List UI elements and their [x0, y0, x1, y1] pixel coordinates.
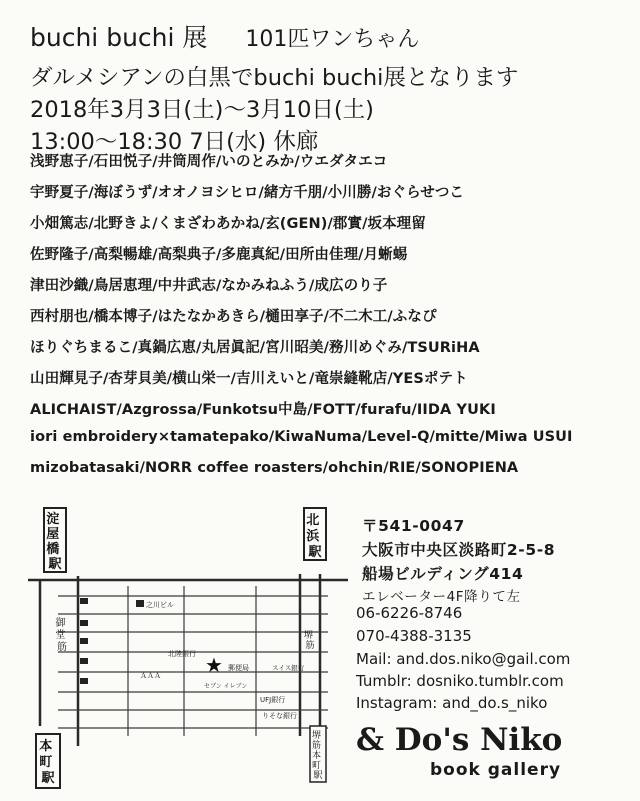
map-text: 町 — [312, 761, 322, 771]
map-label: ＡＡＡ — [140, 672, 161, 680]
map-label: 北陸銀行 — [168, 650, 196, 658]
map-text: 屋 — [46, 527, 60, 542]
postal-code: 〒541-0047 — [362, 517, 465, 535]
address-line2: 船場ビルディング414 — [362, 565, 524, 583]
map-text: 筋 — [312, 741, 322, 751]
svg-text:本 町 駅 — [39, 738, 57, 786]
map-text: 駅 — [313, 771, 323, 781]
artist-line: ほりぐちまるこ/真鍋広恵/丸居眞記/宮川昭美/務川めぐみ/TSURiHA — [30, 340, 480, 356]
map-text: 本 — [312, 751, 322, 761]
map-text: 御 — [55, 618, 66, 629]
map-text: 筋 — [57, 642, 67, 653]
map-label: UFJ銀行 — [260, 696, 286, 704]
map-text: 駅 — [48, 557, 62, 572]
map-text: 浜 — [306, 529, 320, 544]
map-label: 之川ビル — [146, 601, 174, 609]
artist-line: 宇野夏子/海ぼうず/オオノヨシヒロ/緒方千朋/小川勝/おぐらせつこ — [30, 185, 465, 201]
gallery-logo: & Do's Niko — [356, 722, 563, 758]
map-text: 堺 — [304, 631, 314, 641]
location-map — [28, 496, 348, 791]
opening-hours: 13:00〜18:30 7日(水) 休廊 — [30, 129, 319, 155]
artist-line: mizobatasaki/NORR coffee roasters/ohchin/RIE/SONOPIENA — [30, 460, 519, 476]
map-text: 筋 — [305, 641, 315, 651]
svg-text:堺 筋 — [304, 629, 316, 651]
gallery-logo-sub: book gallery — [430, 760, 562, 780]
map-text: 淀 — [46, 512, 60, 527]
address-line1: 大阪市中央区淡路町2-5-8 — [362, 541, 556, 559]
map-label: スイス銀行 — [272, 664, 305, 672]
svg-text:淀 屋 橋 駅 — [46, 511, 64, 572]
artist-line: iori embroidery×tamatepako/KiwaNuma/Level-Q/mitte/Miwa USUI — [30, 429, 573, 445]
map-text: 堂 — [55, 630, 66, 641]
map-text: 堺 — [312, 731, 322, 741]
gallery-star-icon: ★ — [205, 653, 223, 677]
artist-line: 佐野隆子/高梨暢雄/高梨典子/多鹿真紀/田所由佳理/月蜥蜴 — [30, 247, 408, 263]
artist-line: ALICHAIST/Azgrossa/Funkotsu中島/FOTT/furafu/IIDA YUKI — [30, 402, 496, 418]
artist-line: 津田沙織/鳥居恵理/中井武志/なかみねふう/成広のり子 — [30, 278, 388, 294]
artist-line: 西村朋也/橋本博子/はたなかあきら/樋田享子/不二木工/ふなぴ — [30, 309, 437, 325]
exhibition-dates: 2018年3月3日(土)〜3月10日(土) — [30, 97, 374, 123]
svg-text:北 浜 駅 — [306, 513, 324, 560]
tumblr: Tumblr: dosniko.tumblr.com — [356, 672, 564, 690]
artist-line: 小畑篤志/北野きよ/くまざわあかね/玄(GEN)/郡實/坂本理留 — [30, 216, 426, 232]
map-text: 北 — [306, 513, 320, 528]
map-label: 郵便局 — [228, 664, 249, 672]
artist-line: 浅野恵子/石田悦子/井筒周作/いのとみか/ウエダタエコ — [30, 154, 388, 170]
svg-text:堺 筋 本 町 駅 — [312, 729, 324, 781]
map-text: 駅 — [41, 771, 55, 786]
email: Mail: and.dos.niko@gail.com — [356, 650, 571, 668]
svg-text:御 堂 筋 — [55, 617, 68, 653]
subtitle-text: 101匹ワンちゃん — [245, 27, 420, 52]
map-label: セブン イレブン — [204, 683, 248, 690]
phone-2: 070-4388-3135 — [356, 627, 472, 645]
map-label: りそな銀行 — [262, 712, 297, 720]
map-text: 橋 — [46, 542, 60, 557]
phone-1: 06-6226-8746 — [356, 604, 463, 622]
map-text: 駅 — [308, 545, 322, 560]
map-text: 本 — [39, 739, 53, 754]
exhibition-title — [30, 18, 419, 54]
artist-line: 山田輝見子/杏芽貝美/横山栄一/吉川えいと/竜崇縫靴店/YESポテト — [30, 371, 468, 387]
tagline: ダルメシアンの白黒でbuchi buchi展となります — [30, 65, 519, 91]
map-text: 町 — [39, 755, 53, 770]
address-line3: エレベーター4F降りて左 — [362, 589, 521, 605]
instagram: Instagram: and_do.s_niko — [356, 694, 548, 712]
title-text: buchi buchi 展 — [30, 23, 208, 52]
